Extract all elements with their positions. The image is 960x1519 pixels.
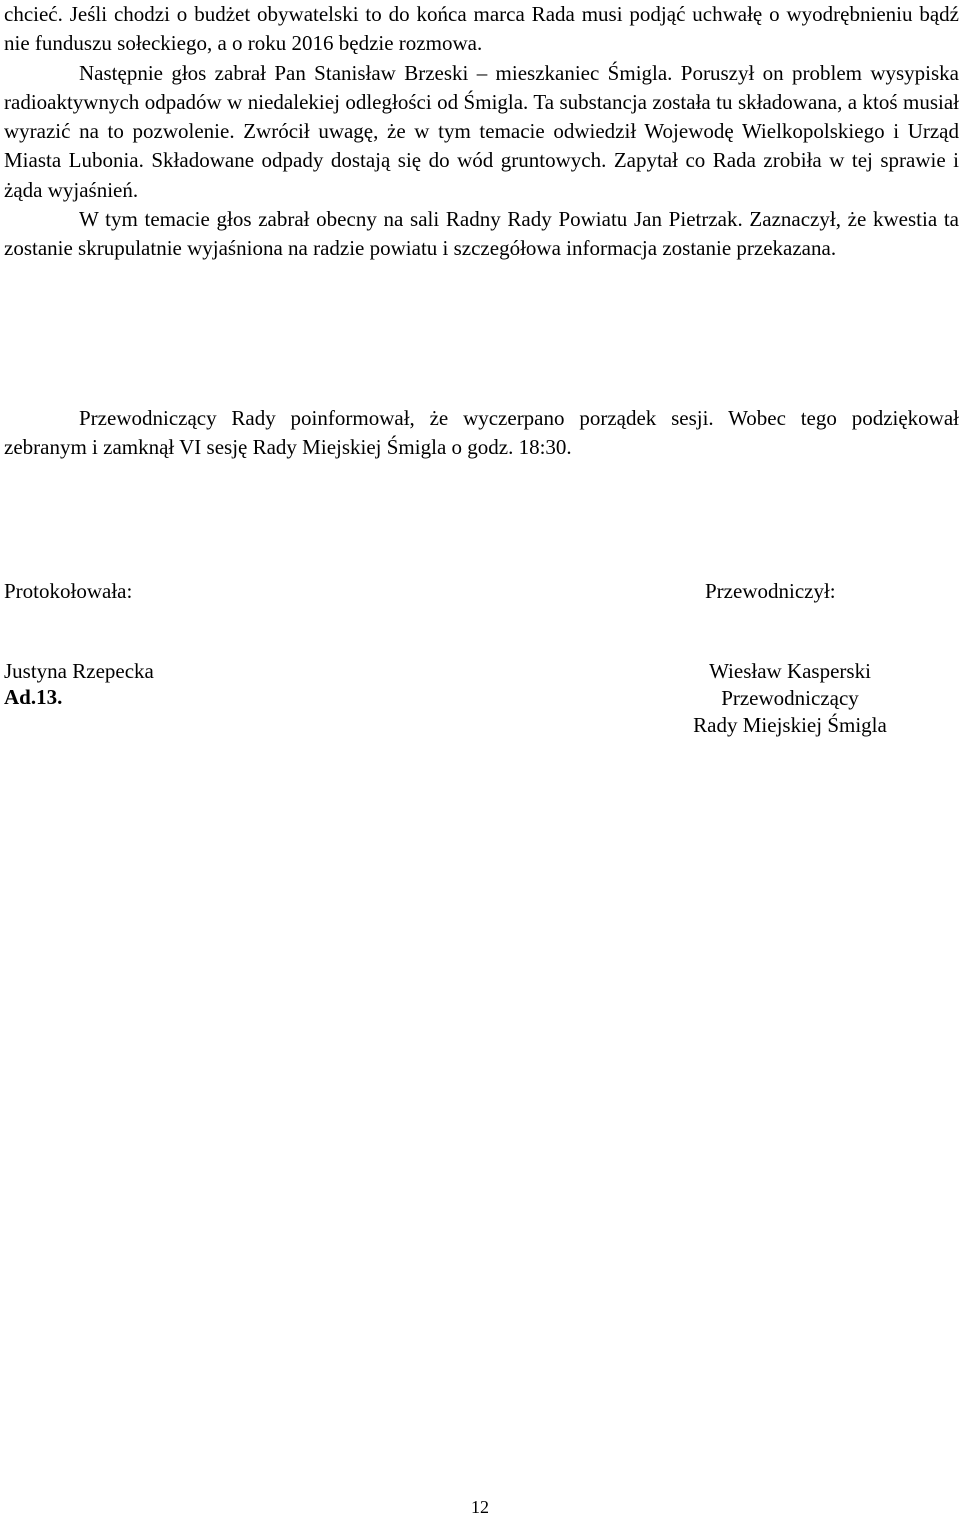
minutes-body <box>4 0 959 264</box>
paragraph-brzeski-statement: Następnie głos zabrał Pan Stanisław Brzeski – mieszkaniec Śmigla. Poruszył on problem wysypiska radioaktywnych odpadów w niedalekiej odległości od Śmigla. Ta substancja została tu składowana, a ktoś musiał wyrazić na to pozwolenie. Zwrócił uwagę, że w tym temacie odwiedził Wojewodę Wielkopolskiego i Urząd Miasta Lubonia. Składowane odpady dostają się do wód gruntowych. Zapytał co Rada zrobiła w tej sprawie i żąda wyjaśnień. <box>4 60 959 202</box>
paragraph-session-closing: Przewodniczący Rady poinformował, że wyczerpano porządek sesji. Wobec tego podziękował zebranym i zamknął VI sesję Rady Miejskiej Śmigla o godz. 18:30. <box>4 406 959 460</box>
closing-section <box>4 404 959 463</box>
page-number: 12 <box>471 1497 489 1517</box>
signature-name-chair: Wiesław Kasperski <box>709 659 871 683</box>
signature-name-recorder: Justyna Rzepecka <box>4 659 154 683</box>
signature-label-chair: Przewodniczył: <box>705 579 836 603</box>
paragraph-budget-continuation: chcieć. Jeśli chodzi o budżet obywatelski to do końca marca Rada musi podjąć uchwałę o wyodrębnieniu bądź nie funduszu sołeckiego, a o roku 2016 będzie rozmowa. <box>4 2 959 56</box>
signature-block-chair <box>640 658 940 739</box>
section-heading-ad13: Ad.13. <box>4 685 63 709</box>
signature-label-recorder: Protokołowała: <box>4 579 133 603</box>
signature-title-chair: Przewodniczący <box>721 686 859 710</box>
signature-title-council: Rady Miejskiej Śmigla <box>693 713 887 737</box>
paragraph-pietrzak-response: W tym temacie głos zabrał obecny na sali Radny Rady Powiatu Jan Pietrzak. Zaznaczył, że kwestia ta zostanie skrupulatnie wyjaśniona na radzie powiatu i szczegółowa informacja zostanie przekazana. <box>4 207 959 261</box>
